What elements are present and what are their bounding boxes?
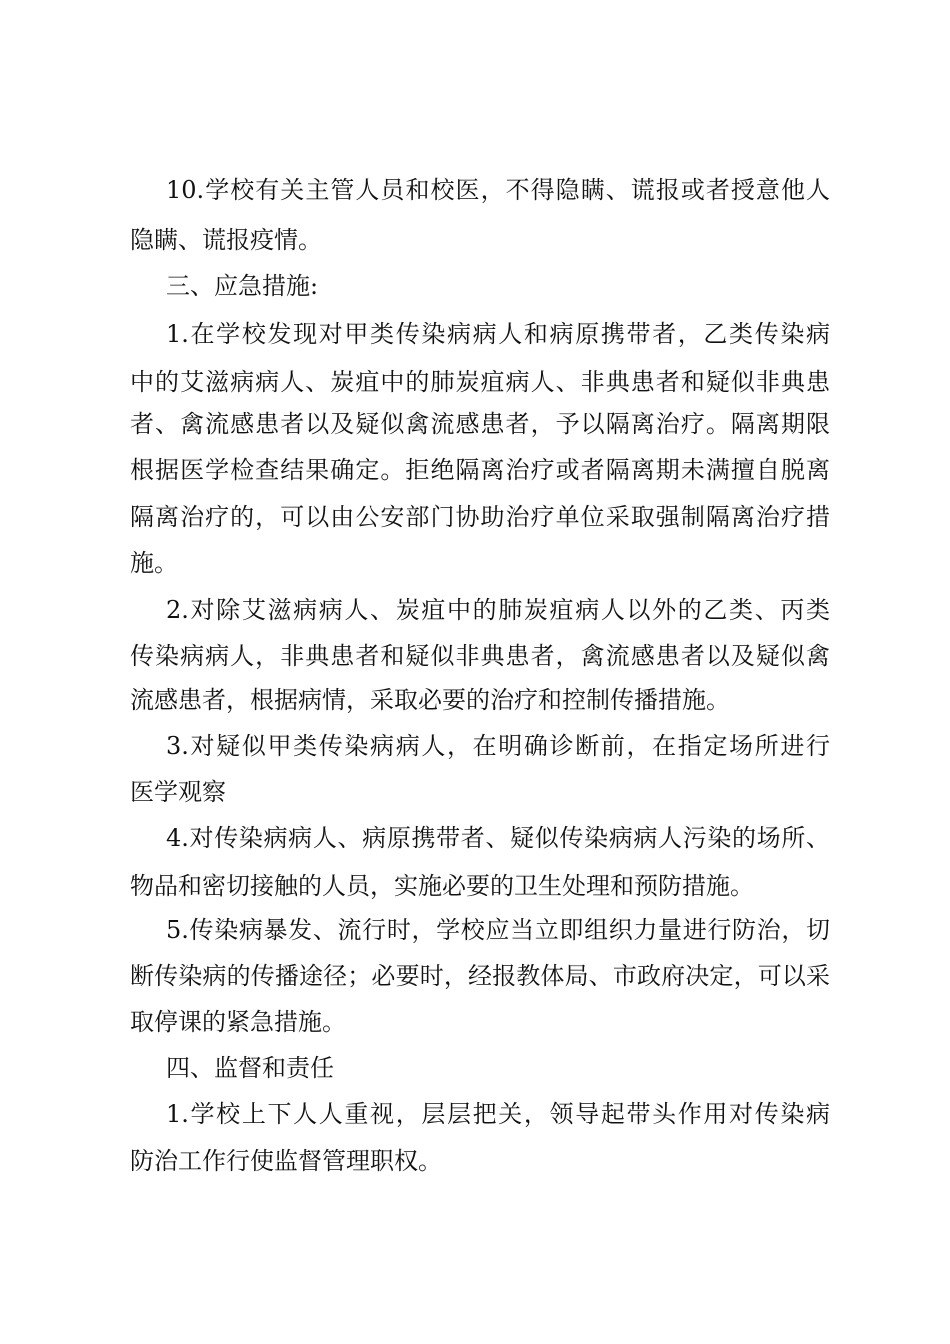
section-heading-emergency-measures: 三、应急措施:	[166, 272, 319, 300]
measure-5-line-3: 取停课的紧急措施。	[130, 1008, 346, 1036]
measure-4-line-2: 物品和密切接触的人员，实施必要的卫生处理和预防措施。	[130, 872, 754, 900]
measure-2-line-3: 流感患者，根据病情，采取必要的治疗和控制传播措施。	[130, 686, 730, 714]
section-heading-supervision: 四、监督和责任	[166, 1054, 334, 1082]
measure-1-line-4: 根据医学检查结果确定。拒绝隔离治疗或者隔离期未满擅自脱离	[130, 456, 830, 484]
measure-1-line-5: 隔离治疗的，可以由公安部门协助治疗单位采取强制隔离治疗措	[130, 503, 830, 531]
supervision-1-line-2: 防治工作行使监督管理职权。	[130, 1147, 442, 1175]
measure-2-line-1: 2.对除艾滋病病人、炭疽中的肺炭疽病人以外的乙类、丙类	[166, 596, 830, 624]
measure-1-line-2: 中的艾滋病病人、炭疽中的肺炭疽病人、非典患者和疑似非典患	[130, 368, 830, 396]
paragraph-10-line-1: 10.学校有关主管人员和校医，不得隐瞒、谎报或者授意他人	[166, 176, 830, 204]
measure-3-line-1: 3.对疑似甲类传染病病人，在明确诊断前，在指定场所进行	[166, 732, 830, 760]
supervision-1-line-1: 1.学校上下人人重视，层层把关，领导起带头作用对传染病	[166, 1100, 830, 1128]
measure-2-line-2: 传染病病人，非典患者和疑似非典患者，禽流感患者以及疑似禽	[130, 642, 830, 670]
measure-1-line-3: 者、禽流感患者以及疑似禽流感患者，予以隔离治疗。隔离期限	[130, 410, 830, 438]
measure-5-line-1: 5.传染病暴发、流行时，学校应当立即组织力量进行防治，切	[166, 916, 830, 944]
measure-4-line-1: 4.对传染病病人、病原携带者、疑似传染病病人污染的场所、	[166, 824, 830, 852]
measure-1-line-6: 施。	[130, 549, 178, 577]
measure-5-line-2: 断传染病的传播途径；必要时，经报教体局、市政府决定，可以采	[130, 962, 830, 990]
measure-1-line-1: 1.在学校发现对甲类传染病病人和病原携带者，乙类传染病	[166, 320, 830, 348]
paragraph-10-line-2: 隐瞒、谎报疫情。	[130, 226, 322, 254]
measure-3-line-2: 医学观察	[130, 778, 226, 806]
